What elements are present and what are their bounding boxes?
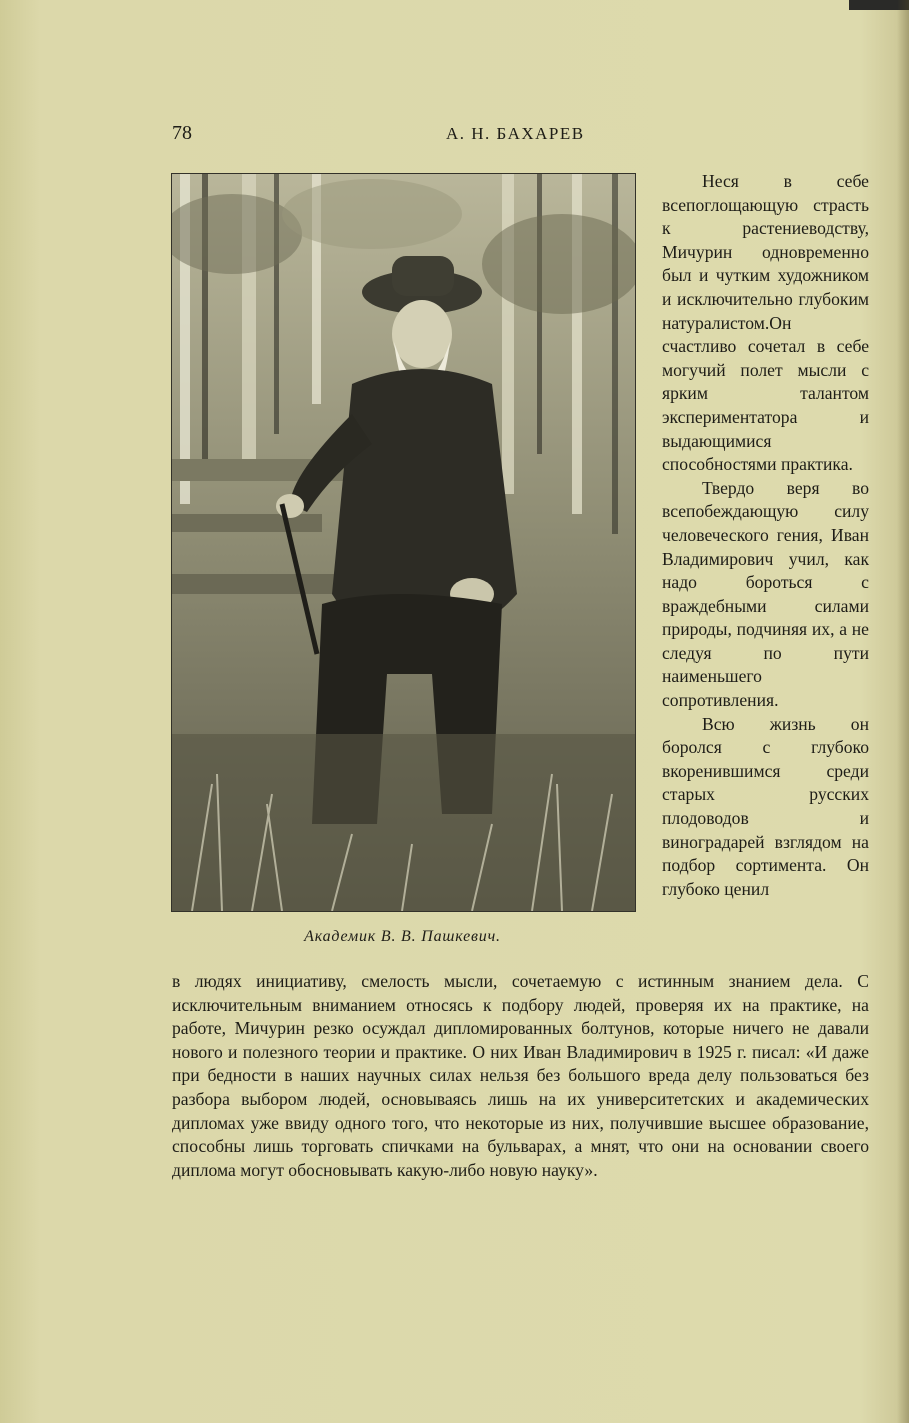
running-head: А. Н. БАХАРЕВ	[446, 124, 585, 143]
full-width-text	[172, 970, 869, 1182]
page-edge-shadow	[897, 0, 909, 1423]
side-paragraph-1: Неся в себе всепоглощающую страсть к растениеводству, Мичурин одновременно был и чутким художником и исключительно глубоким натуралистом.Он счастливо сочетал в себе могучий полет мысли с ярким талантом экспериментатора и выдающимися способностями практика.	[662, 171, 869, 475]
portrait-photo-icon	[172, 174, 635, 911]
side-paragraph-3: Всю жизнь он боролся с глубоко вкоренившимся среди старых русских плодоводов и виноградарей взглядом на подбор сортимента. Он глубоко ценил	[662, 713, 869, 899]
side-text-column	[662, 170, 869, 901]
page-header	[172, 118, 872, 148]
side-paragraph-2: Твердо веря во всепобеждающую силу человеческого гения, Иван Владимирович учил, как надо бороться с враждебными силами природы, подчиняя их, а не следуя по пути наименьшего сопротивления.	[662, 477, 869, 711]
portrait-photo	[171, 173, 636, 912]
photo-caption: Академик В. В. Пашкевич.	[304, 928, 501, 945]
full-paragraph-1: в людях инициативу, смелость мысли, сочетаемую с истинным знанием дела. С исключительным вниманием относясь к подбору людей, проверяя их на практике, на работе, Мичурин резко осуждал дипломированных болтунов, которые ничего не давали нового и полезного теории и практике. О них Иван Владимирович в 1925 г. писал: «И даже при бедности в наших научных силах нельзя без большого вреда делу пользоваться без разбора выбором людей, основываясь лишь на их университетских и академических дипломах уже ввиду одного того, что некоторые из них, получившие высшее образование, способны лишь торговать спичками на бульварах, а мнят, что они на основании своего диплома могут обосновывать какую-либо новую науку».	[172, 971, 869, 1180]
page-number: 78	[172, 122, 192, 144]
